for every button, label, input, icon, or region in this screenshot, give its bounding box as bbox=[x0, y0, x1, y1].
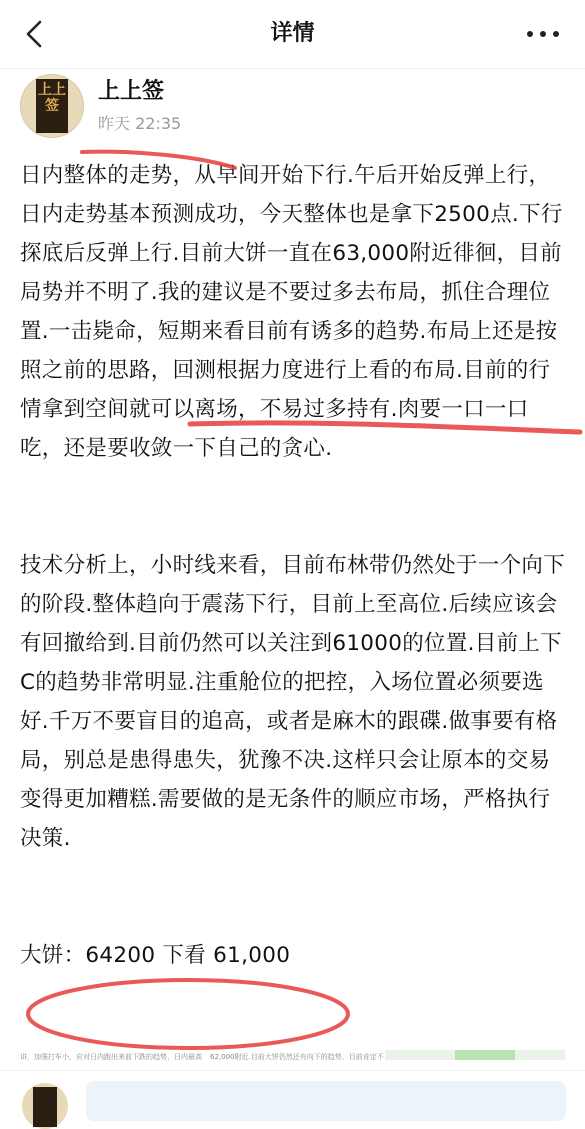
post-paragraph-2: 技术分析上，小时线来看，目前布林带仍然处于一个向下的阶段.整体趋向于震荡下行，目前上至高位.后续应该会有回撤给到.目前仍然可以关注到61000的位置.目前上下C的趋势非常明显.注重舱位的把控，入场位置必须要选好.千万不要盲目的追高，或者是麻木的跟碟.做事要有格局，别总是患得患失，犹豫不决.这样只会让原本的交易变得更加糟糕.需要做的是无条件的顺应市场，严格执行决策. bbox=[20, 553, 566, 851]
next-post-preview[interactable] bbox=[20, 1050, 565, 1062]
preview-text-middle: 62,000附近.目前大饼仍然还有向下的趋势，目前肯定不 bbox=[210, 1053, 384, 1061]
avatar[interactable] bbox=[20, 74, 84, 138]
commenter-avatar bbox=[22, 1083, 68, 1129]
more-horizontal-icon bbox=[527, 31, 533, 37]
more-dot bbox=[540, 31, 546, 37]
preview-chart-thumbnail bbox=[385, 1050, 565, 1060]
red-circle-highlight bbox=[28, 980, 348, 1048]
post-timestamp: 昨天 22:35 bbox=[98, 114, 182, 133]
more-dot bbox=[553, 31, 559, 37]
top-nav-bar bbox=[0, 0, 585, 69]
commenter-avatar-image bbox=[33, 1087, 57, 1127]
author-name[interactable]: 上上签 bbox=[98, 79, 165, 104]
more-button[interactable] bbox=[527, 26, 559, 42]
post-paragraph-3: 大饼：64200 下看 61,000 bbox=[20, 943, 291, 968]
comment-bar bbox=[0, 1070, 585, 1099]
post-paragraph-1: 日内整体的走势，从早间开始下行.午后开始反弹上行，日内走势基本预测成功，今天整体也是拿下2500点.下行探底后反弹上行.目前大饼一直在63,000附近徘徊，目前局势并不明了.我的建议是不要过多去布局，抓住合理位置.一击毙命，短期来看目前有诱多的趋势.布局上还是按照之前的思路，回测根据力度进行上看的布局.目前的行情拿到空间就可以离场，不易过多持有.肉要一口一口吃，还是要收敛一下自己的贪心. bbox=[20, 163, 563, 461]
preview-chart-bar bbox=[455, 1050, 515, 1060]
post-body bbox=[20, 156, 570, 975]
paragraph-gap bbox=[20, 858, 570, 936]
page-title: 详情 bbox=[270, 21, 315, 46]
preview-text-left: 讲，加强打车小，应对日内跑出来前下跌的趋势，日内最高 bbox=[20, 1053, 202, 1061]
comment-input[interactable] bbox=[86, 1081, 566, 1121]
avatar-label: 上上签 bbox=[36, 79, 68, 133]
post-author-block bbox=[20, 74, 560, 138]
paragraph-gap bbox=[20, 468, 570, 546]
